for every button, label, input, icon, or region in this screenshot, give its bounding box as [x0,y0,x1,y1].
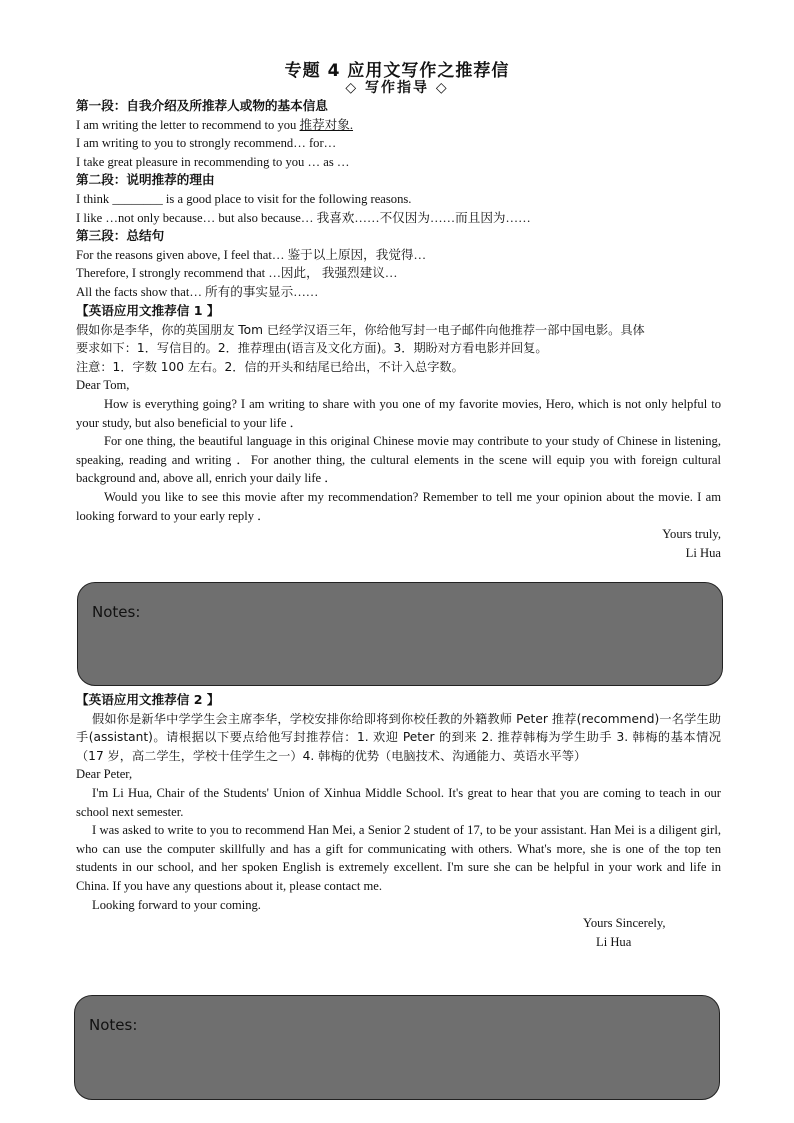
letter-2 [76,691,721,951]
letter2-paragraph: Looking forward to your coming. [92,897,261,912]
letter1-task-line: 要求如下：1．写信目的。2．推荐理由(语言及文化方面)。3．期盼对方看电影并回复。 [76,341,548,356]
guide-line: I am writing to you to strongly recommend… for… [76,136,337,151]
letter1-greeting: Dear Tom, [76,378,130,393]
letter2-signature: Li Hua [596,934,632,949]
guide-line: I like …not only because… but also because… 我喜欢……不仅因为……而且因为…… [76,210,531,225]
letter2-heading: 【英语应用文推荐信 2 】 [76,692,220,707]
section3-heading: 第三段：总结句 [76,228,165,244]
notes-box-2[interactable] [74,995,720,1100]
letter1-task-line: 注意：1．字数 100 左右。2．信的开头和结尾已给出，不计入总字数。 [76,359,464,374]
underlined-placeholder: 推荐对象. [299,117,354,132]
guide-line: Therefore, I strongly recommend that …因此， 我强烈建议… [76,266,398,281]
letter1-paragraph: For one thing, the beautiful language in this original Chinese movie may contribute to your study of Chinese in listening, speaking, reading and writing ．For another thing, the cultural elements in the scene will equip you with foreign cultural background and, above all, enrich your daily life ． [76,434,721,486]
notes-label: Notes: [89,1016,138,1034]
page-title: 专题 4 应用文写作之推荐信 [284,61,510,81]
notes-label: Notes: [92,603,141,621]
guide-line: For the reasons given above, I feel that… 鉴于以上原因，我觉得… [76,247,427,262]
section1-heading: 第一段：自我介绍及所推荐人或物的基本信息 [76,98,328,113]
letter2-closing: Yours Sincerely, [583,916,666,931]
guide-line: I think ________ is a good place to visit for the following reasons. [76,191,412,206]
letter1-paragraph: Would you like to see this movie after my recommendation? Remember to tell me your opinion about the movie. I am looking forward to your early reply ． [76,489,721,523]
writing-guide [76,97,721,302]
letter-1 [76,302,721,562]
page-subtitle: ◇ 写作指导 ◇ [345,80,449,96]
letter1-task-line: 假如你是李华，你的英国朋友 Tom 已经学汉语三年，你给他写封一电子邮件向他推荐一部中国电影。具体 [76,322,645,337]
section2-heading: 第二段：说明推荐的理由 [76,172,215,188]
letter1-signature: Li Hua [685,545,721,560]
guide-text: I am writing the letter to recommend to you [76,117,300,132]
guide-line: I take great pleasure in recommending to you … as … [76,154,350,169]
letter2-task: 假如你是新华中学学生会主席李华，学校安排你给即将到你校任教的外籍教师 Peter 推荐(recommend)一名学生助手(assistant)。请根据以下要点给他写封推荐信：1. 欢迎 Peter 的到来 2. 推荐韩梅为学生助手 3. 韩梅的基本情况（17 岁，高二学生，学校十佳学生之一）4. 韩梅的优势（电脑技术、沟通能力、英语水平等） [76,711,721,763]
letter2-paragraph: I'm Li Hua, Chair of the Students' Union of Xinhua Middle School. It's great to hear that you are coming to teach in our school next semester. [76,785,721,819]
guide-line: All the facts show that… 所有的事实显示…… [76,284,319,299]
letter1-heading: 【英语应用文推荐信 1 】 [76,303,220,318]
guide-line [76,116,721,135]
letter1-paragraph: How is everything going? I am writing to share with you one of my favorite movies, Hero, which is not only helpful to your study, but also beneficial to your life ． [76,396,721,430]
letter2-greeting: Dear Peter, [76,767,133,782]
letter1-closing: Yours truly, [662,527,721,542]
letter2-paragraph: I was asked to write to you to recommend Han Mei, a Senior 2 student of 17, to be your assistant. Han Mei is a diligent girl, who can use the computer skillfully and has a gift for communicating with others. What's more, she is one of the top ten students in our school, and her spoken English is extremely excellent. I'm sure she can be helpful in your work and life in China. If you have any questions about it, please contact me. [76,823,721,893]
notes-box-1[interactable] [77,582,723,686]
